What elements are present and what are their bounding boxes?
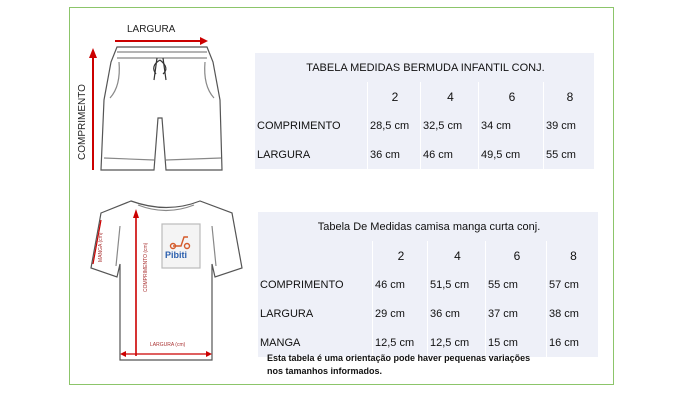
table-cell: 12,5 cm bbox=[373, 328, 428, 357]
shirt-length-label: COMPRIMENTO (cm) bbox=[143, 242, 149, 292]
row-label: COMPRIMENTO bbox=[255, 111, 368, 140]
shirt-table-title: Tabela De Medidas camisa manga curta conj. bbox=[317, 220, 541, 233]
table-cell: 32,5 cm bbox=[421, 111, 479, 140]
header-blank bbox=[258, 241, 373, 270]
row-label: COMPRIMENTO bbox=[258, 270, 373, 299]
table-cell: 38 cm bbox=[549, 307, 579, 320]
shirt-sleeve-label: MANGA (cm) bbox=[98, 232, 104, 262]
shorts-size-table bbox=[255, 53, 594, 169]
shorts-length-label: COMPRIMENTO bbox=[77, 84, 88, 160]
table-cell: 28,5 cm bbox=[368, 111, 421, 140]
table-cell: 51,5 cm bbox=[428, 270, 486, 299]
shorts-drawing bbox=[101, 47, 222, 170]
table-cell: 39 cm bbox=[546, 119, 576, 132]
table-header-row bbox=[255, 82, 594, 111]
table-cell: 29 cm bbox=[373, 299, 428, 328]
table-cell: 49,5 cm bbox=[479, 140, 544, 169]
table-cell: 16 cm bbox=[549, 336, 579, 349]
brand-logo: Pibiti bbox=[165, 250, 187, 260]
table-cell: 36 cm bbox=[368, 140, 421, 169]
header-blank bbox=[255, 82, 368, 111]
table-cell: 55 cm bbox=[486, 270, 547, 299]
table-title-row bbox=[258, 212, 598, 241]
row-label: MANGA bbox=[258, 328, 373, 357]
size-header: 6 bbox=[479, 82, 544, 111]
table-cell: 55 cm bbox=[546, 148, 576, 161]
table-cell: 37 cm bbox=[486, 299, 547, 328]
note-line: Esta tabela é uma orientação pode haver pequenas variações bbox=[267, 353, 531, 363]
table-cell: 34 cm bbox=[479, 111, 544, 140]
table-cell: 15 cm bbox=[486, 328, 547, 357]
table-row bbox=[258, 299, 598, 328]
table-row bbox=[255, 140, 594, 169]
shorts-width-label: LARGURA bbox=[127, 24, 176, 35]
shorts-length-arrow bbox=[89, 48, 97, 170]
size-header: 6 bbox=[486, 241, 547, 270]
size-header: 8 bbox=[566, 89, 574, 104]
shorts-table-title: TABELA MEDIDAS BERMUDA INFANTIL CONJ. bbox=[306, 61, 545, 74]
table-title-row bbox=[255, 53, 594, 82]
disclaimer-note bbox=[267, 352, 597, 378]
shirt-width-label: LARGURA (cm) bbox=[150, 342, 186, 348]
table-header-row bbox=[258, 241, 598, 270]
size-header: 2 bbox=[373, 241, 428, 270]
note-line: nos tamanhos informados. bbox=[267, 366, 383, 376]
shirt-drawing bbox=[91, 201, 242, 360]
size-header: 4 bbox=[421, 82, 479, 111]
size-header: 8 bbox=[570, 248, 577, 263]
row-label: LARGURA bbox=[255, 140, 368, 169]
shirt-size-table bbox=[258, 212, 598, 357]
table-cell: 36 cm bbox=[428, 299, 486, 328]
size-header: 2 bbox=[368, 82, 421, 111]
table-cell: 12,5 cm bbox=[428, 328, 486, 357]
table-cell: 46 cm bbox=[421, 140, 479, 169]
table-row bbox=[255, 111, 594, 140]
size-header: 4 bbox=[428, 241, 486, 270]
table-cell: 57 cm bbox=[549, 278, 579, 291]
row-label: LARGURA bbox=[258, 299, 373, 328]
shorts-width-arrow bbox=[115, 37, 208, 45]
table-cell: 46 cm bbox=[373, 270, 428, 299]
table-row bbox=[258, 270, 598, 299]
